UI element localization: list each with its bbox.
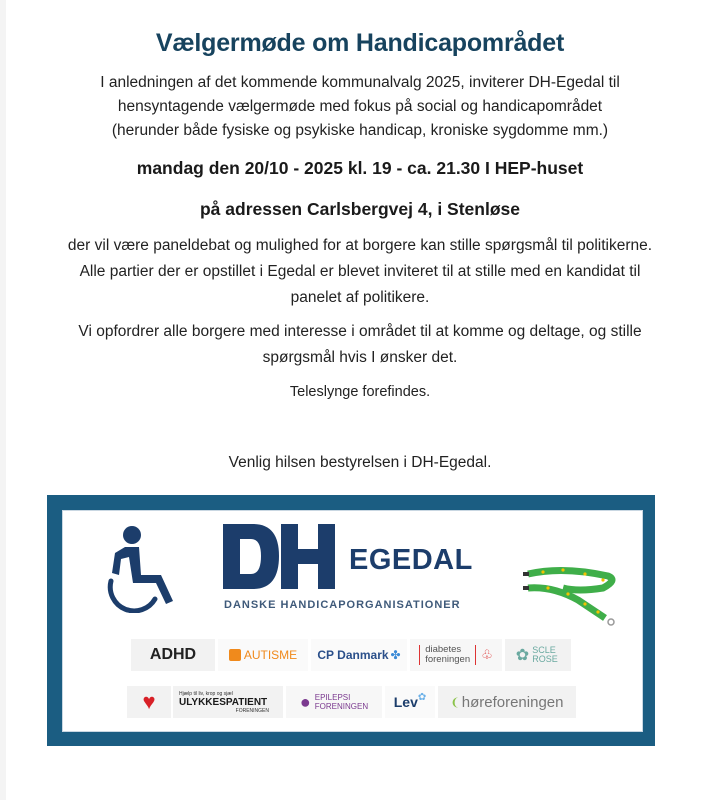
signature: Venlig hilsen bestyrelsen i DH-Egedal.: [228, 454, 492, 471]
diabetes-logo-icon: ♧: [481, 647, 493, 662]
logo-adhd: ADHD: [131, 639, 215, 671]
logo-lev: Lev ✿: [385, 686, 435, 718]
event-date: mandag den 20/10 - 2025 kl. 19 - ca. 21.30 I HEP-huset: [136, 158, 584, 178]
sunflower-lanyard-icon: [523, 566, 623, 626]
intro-line: I anledningen af det kommende kommunalvalg 2025, inviterer DH-Egedal til: [100, 74, 620, 91]
logo-autisme: AUTISME: [218, 639, 308, 671]
invite-paragraph: [0, 320, 720, 370]
intro-paragraph: [0, 71, 720, 143]
logo-sind: [127, 686, 171, 718]
wheelchair-icon: [105, 523, 185, 613]
page-title: Vælgermøde om Handicapområdet: [155, 29, 565, 57]
logo-subtitle: DANSKE HANDICAPORGANISATIONER: [224, 599, 461, 611]
logo-ulykkespatient: Hjælp til liv, krop og sjæl ULYKKESPATIENT FORENINGEN: [173, 686, 283, 718]
sclerose-flower-icon: ✿: [515, 647, 530, 664]
cp-logo-icon: ✤: [390, 648, 401, 662]
logo-epilepsi: ● EPILEPSI FORENINGEN: [286, 686, 382, 718]
panel-line: der vil være paneldebat og mulighed for at borgere kan stille spørgsmål til politikerne.: [67, 237, 653, 254]
dh-logo-icon: [223, 524, 335, 589]
hoereforeningen-ear-icon: ❨: [450, 696, 460, 709]
epilepsi-logo-icon: ●: [299, 691, 311, 712]
intro-line: (herunder både fysiske og psykiske handicap, kroniske sygdomme mm.): [111, 122, 609, 139]
panel-line: Alle partier der er opstillet i Egedal er blevet inviteret til at stille med en kandidat til: [79, 263, 641, 280]
logo-diabetes: diabetes foreningen ♧: [410, 639, 502, 671]
panel-paragraph: [0, 234, 720, 310]
dh-egedal-banner: [47, 495, 655, 746]
event-address: på adressen Carlsbergvej 4, i Stenløse: [199, 199, 520, 219]
invite-line: spørgsmål hvis I ønsker det.: [262, 349, 458, 366]
invite-line: Vi opfordrer alle borgere med interesse i området til at komme og deltage, og stille: [78, 323, 642, 340]
logo-cp-danmark: CP Danmark ✤: [311, 639, 407, 671]
puzzle-icon: [229, 649, 241, 661]
lev-flower-icon: ✿: [417, 691, 427, 703]
intro-line: hensyntagende vælgermøde med fokus på social og handicapområdet: [117, 98, 603, 115]
logo-name: EGEDAL: [349, 544, 473, 576]
panel-line: panelet af politikere.: [290, 289, 430, 306]
hearing-loop-note: Teleslynge forefindes.: [289, 384, 431, 400]
sind-heart-icon: ♥: [142, 689, 156, 714]
logo-hoereforeningen: ❨ høreforeningen: [438, 686, 576, 718]
banner-content: [62, 510, 643, 732]
logo-sclerose: ✿ SCLE ROSE: [505, 639, 571, 671]
